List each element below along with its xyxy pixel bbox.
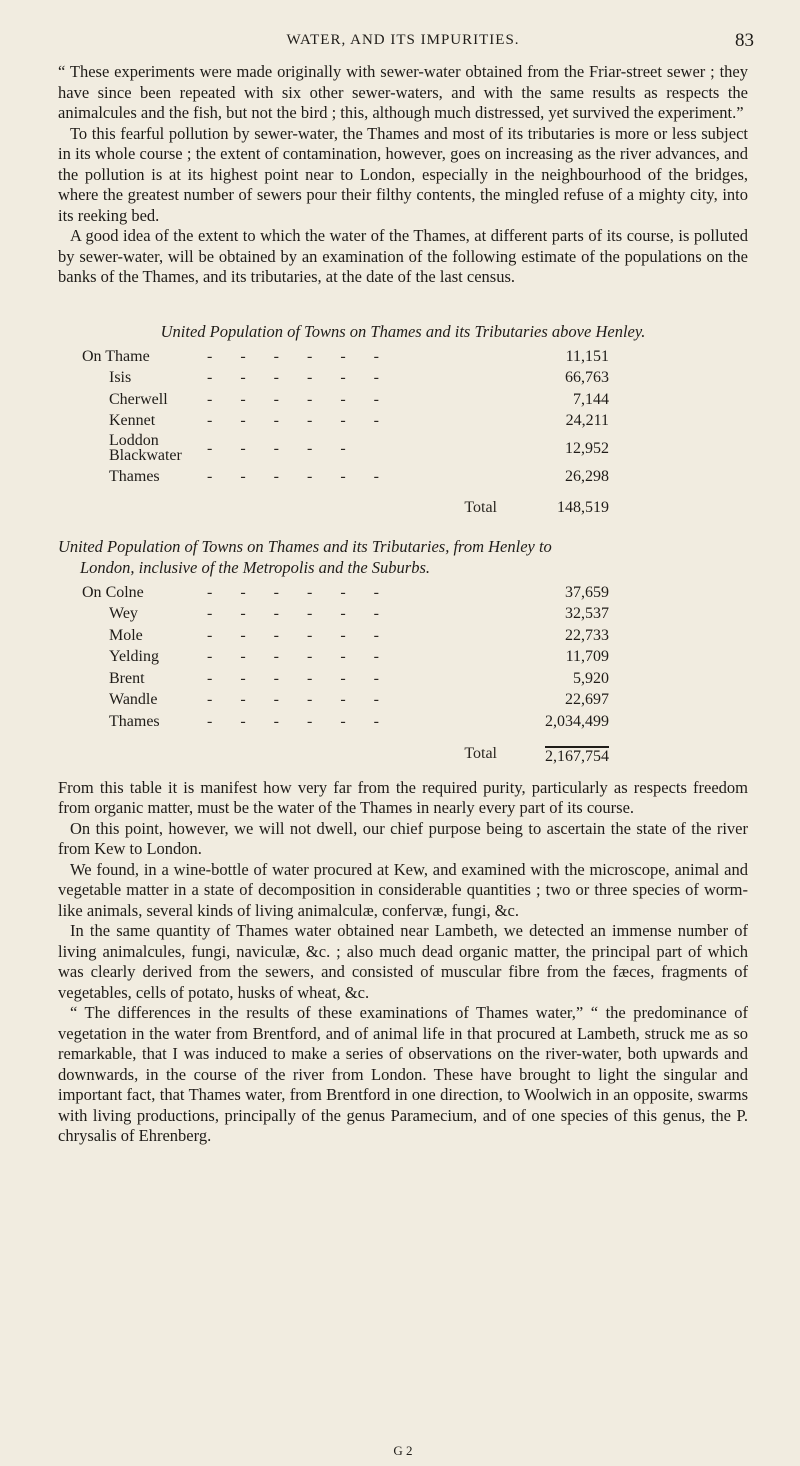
row-name: Mole (109, 626, 143, 644)
paragraph: From this table it is manifest how very far from the required purity, particularly as respects freedom from organic matter, must be the water of the Thames in nearly every part of its course. (58, 777, 748, 817)
table-row (82, 368, 609, 390)
total-value: 148,519 (557, 499, 609, 517)
paragraph: In the same quantity of Thames water obtained near Lambeth, we detected an immense number of living animalcules, fungi, naviculæ, &c. ; also much dead organic matter, the principal part of which was clearly derived from the sewers, and consisted of muscular fibre from the fæces, fragments of vegetables, cells of potato, husks of wheat, &c. (58, 921, 748, 1002)
row-value: 32,537 (565, 605, 609, 623)
leader-dashes: - - - - - - (207, 347, 391, 365)
row-value: 7,144 (573, 390, 609, 408)
leader-dashes: - - - - - - (207, 412, 391, 430)
row-value: 2,034,499 (545, 712, 609, 730)
running-head: WATER, AND ITS IMPURITIES. (286, 32, 520, 48)
row-value: 12,952 (565, 440, 609, 457)
row-name: Wey (109, 605, 138, 623)
table-row (82, 346, 609, 368)
row-value: 11,709 (565, 648, 609, 666)
caption-line: London, inclusive of the Metropolis and the Suburbs. (80, 557, 430, 577)
table-row (82, 411, 609, 433)
book-page (58, 0, 754, 1458)
total-row (82, 488, 609, 520)
table-row (82, 432, 609, 466)
row-value: 5,920 (573, 669, 609, 687)
row-name: Isis (109, 369, 132, 387)
row-name: Brent (109, 669, 145, 687)
row-value: 11,151 (565, 347, 609, 365)
table-row (82, 582, 609, 604)
leader-dashes: - - - - - (207, 440, 358, 457)
table-row (82, 466, 609, 488)
total-row (82, 733, 609, 766)
leader-dashes: - - - - - - (207, 583, 391, 601)
row-name: Thames (109, 712, 160, 730)
paragraph: “ These experiments were made originally with sewer-water obtained from the Friar-street sewer ; they have since been repeated with six other sewer-waters, and with the same results as respects the animalcules and the fish, but not the bird ; this, although much distressed, yet survived the experiment.” (58, 62, 748, 122)
paragraph: “ The differences in the results of these examinations of Thames water,” “ the predominance of vegetation in the water from Brentford, and of animal life in that procured at Lambeth, struck me as so remarkable, that I was induced to make a series of observations on the river-water, both upwards and downwards, in the course of the river from London. These have brought to light the singular and important fact, that Thames water, from Brentford in one direction, to Woolwich in an opposite, swarms with living productions, principally of the genus Paramecium, and of one species of this genus, the P. chrysalis of Ehrenberg. (58, 1003, 748, 1145)
leader-dashes: - - - - - - (207, 648, 391, 666)
row-value: 37,659 (565, 583, 609, 601)
table-row (82, 711, 609, 733)
row-name: Kennet (109, 412, 156, 430)
discussion-text (58, 778, 748, 1147)
leader-dashes: - - - - - - (207, 691, 391, 709)
table-row (82, 690, 609, 712)
leader-dashes: - - - - - - (207, 626, 391, 644)
row-name: Wandle (109, 691, 158, 709)
page-header (58, 0, 754, 62)
table2 (82, 582, 609, 766)
leader-dashes: - - - - - - (207, 669, 391, 687)
page-number: 83 (735, 30, 754, 51)
table-row (82, 625, 609, 647)
paragraph: On this point, however, we will not dwell, our chief purpose being to ascertain the state of the river from Kew to London. (58, 818, 748, 858)
caption-line: United Population of Towns on Thames and its Tributaries, from Henley to (58, 537, 552, 556)
paragraph: We found, in a wine-bottle of water procured at Kew, and examined with the microscope, animal and vegetable matter in a state of decomposition in considerable quantities ; two or three species of worm-like animals, several kinds of living animalculæ, confervæ, fungi, &c. (58, 859, 748, 920)
row-value: 22,733 (565, 626, 609, 644)
row-value: 66,763 (565, 369, 609, 387)
row-name: Colne (105, 583, 144, 601)
row-name: Loddon Blackwater (109, 432, 182, 464)
row-prefix: On (82, 583, 102, 601)
row-name: Yelding (109, 648, 159, 666)
table-row (82, 668, 609, 690)
table2-caption (58, 537, 748, 578)
leader-dashes: - - - - - - (207, 390, 391, 408)
row-name: Thame (105, 347, 150, 365)
row-value: 22,697 (565, 691, 609, 709)
row-name: Thames (109, 467, 160, 485)
signature-mark: G 2 (393, 1443, 413, 1458)
table1 (82, 346, 609, 519)
row-name: Cherwell (109, 390, 168, 408)
table-row (82, 604, 609, 626)
row-value: 24,211 (565, 412, 609, 430)
table-row (82, 647, 609, 669)
row-value: 26,298 (565, 467, 609, 485)
table-row (82, 389, 609, 411)
row-prefix: On (82, 347, 102, 365)
leader-dashes: - - - - - - (207, 605, 391, 623)
intro-text (58, 62, 748, 288)
leader-dashes: - - - - - - (207, 712, 391, 730)
total-label: Total (464, 745, 497, 762)
paragraph: A good idea of the extent to which the water of the Thames, at different parts of its course, is polluted by sewer-water, will be obtained by an examination of the following estimate of the populations on the banks of the Thames, and its tributaries, at the date of the last census. (58, 226, 748, 286)
leader-dashes: - - - - - - (207, 369, 391, 387)
leader-dashes: - - - - - - (207, 467, 391, 485)
table1-caption: United Population of Towns on Thames and its Tributaries above Henley. (160, 321, 646, 341)
total-label: Total (464, 499, 497, 517)
total-value: 2,167,754 (545, 747, 609, 765)
paragraph: To this fearful pollution by sewer-water, the Thames and most of its tributaries is more or less subject in its whole course ; the extent of contamination, however, goes on increasing as the river advances, and the pollution is at its highest point near to London, especially in the neighbourhood of the bridges, where the greatest number of sewers pour their filthy contents, the mingled refuse of a mighty city, into its reeking bed. (58, 123, 748, 225)
